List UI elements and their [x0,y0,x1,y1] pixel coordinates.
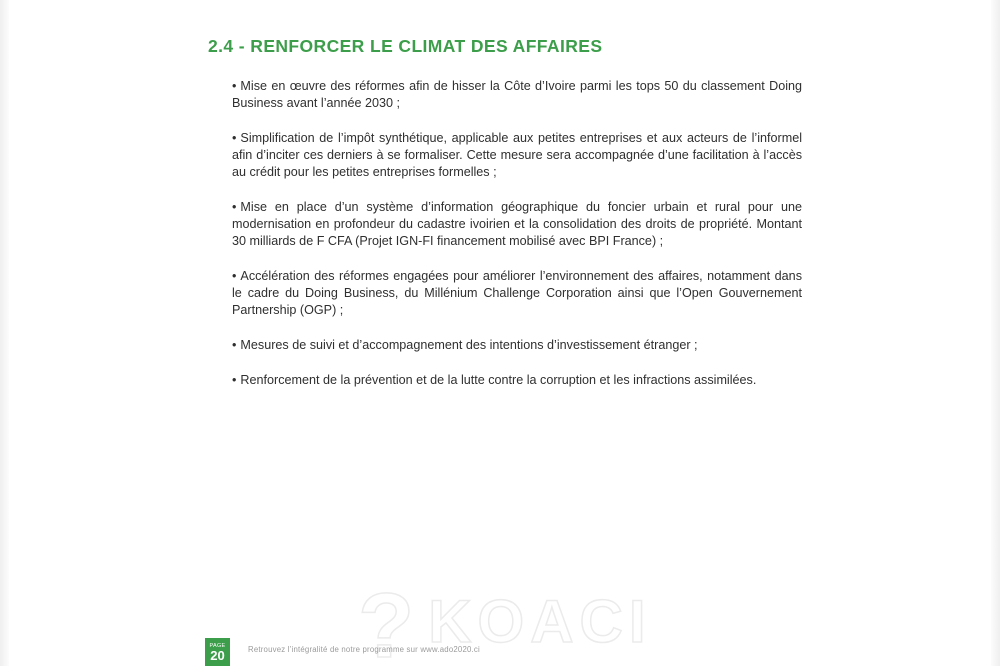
page-badge-number: 20 [210,647,225,663]
koaci-question-mark-icon: ? [358,575,415,666]
bullet-marker: • [232,338,237,352]
footer-note: Retrouvez l’intégralité de notre programme sur www.ado2020.ci [248,645,480,654]
bullet-item [232,337,802,354]
page-number-badge [205,638,230,666]
bullet-item [232,78,802,112]
bullet-text: Mise en place d’un système d’information géographique du foncier urbain et rural pour une modernisation en profondeur du cadastre ivoirien et la consolidation des droits de propriété. Montant 30 milliards de F CFA (Projet IGN-FI financement mobilisé avec BPI France) ; [232,200,802,248]
bullet-item [232,199,802,250]
section-heading: 2.4 - RENFORCER LE CLIMAT DES AFFAIRES [208,36,603,56]
bullet-text: Mesures de suivi et d’accompagnement des intentions d’investissement étranger ; [240,338,698,352]
bullet-item [232,372,802,389]
bullet-marker: • [232,200,237,214]
bullet-text: Mise en œuvre des réformes afin de hisser la Côte d’Ivoire parmi les tops 50 du classement Doing Business avant l’année 2030 ; [232,79,802,110]
bullet-text: Renforcement de la prévention et de la lutte contre la corruption et les infractions assimilées. [240,373,757,387]
watermark-text: KOACI [428,588,652,655]
bullet-item [232,268,802,319]
bullet-marker: • [232,269,237,283]
page-right-margin [991,0,1000,666]
page-footer [0,636,1000,666]
page-badge-label: PAGE [209,642,226,649]
bullet-marker: • [232,131,237,145]
bullet-marker: • [232,373,237,387]
bullet-text: Simplification de l’impôt synthétique, applicable aux petites entreprises et aux acteurs de l’informel afin d’inciter ces derniers à se formaliser. Cette mesure sera accompagnée d’une facilitation à l’accès au crédit pour les petites entreprises formelles ; [232,131,802,179]
bullet-marker: • [232,79,237,93]
bullet-item [232,130,802,181]
section-body [232,78,802,407]
page-left-margin [0,0,9,666]
bullet-text: Accélération des réformes engagées pour améliorer l’environnement des affaires, notamment dans le cadre du Doing Business, du Millénium Challenge Corporation ainsi que l’Open Gouvernement Partnership (OGP) ; [232,269,802,317]
